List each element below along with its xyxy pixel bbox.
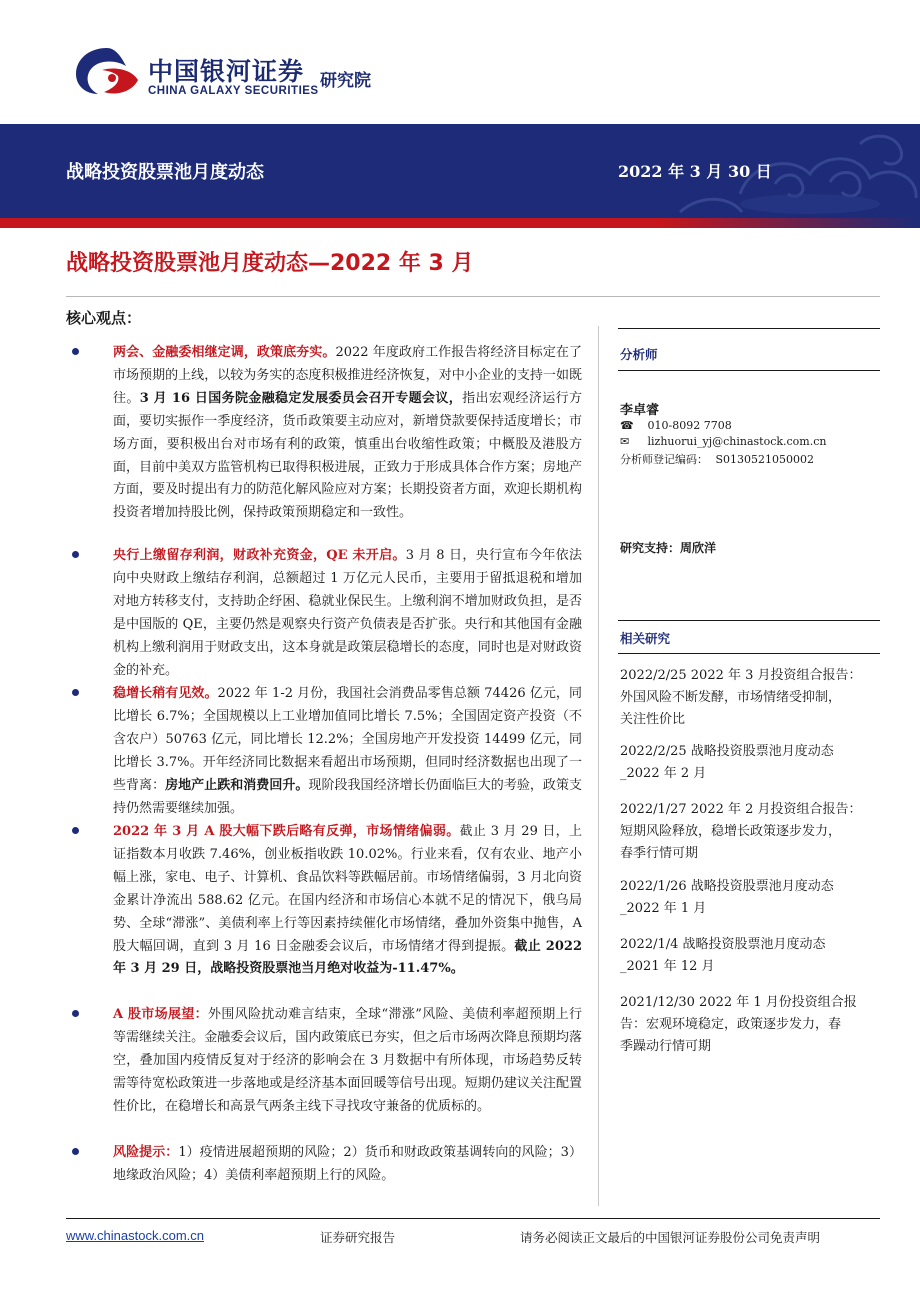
bullet-body: 截止 3 月 29 日，上证指数本月收跌 7.46%，创业板指收跌 10.02%。行业来看，仅有农业、地产小幅上涨，家电、电子、计算机、食品饮料等跌幅居前。市场情绪偏弱，3 月北向资金累计净流出 588.62 亿元。在国内经济和市场信心本就不足的情况下，俄乌局势、全球“滞涨”、美债利率上行等因素持续催化市场情绪，叠加外资集中抛售，A 股大幅回调，直到 3 月 16 日金融委会议后，市场情绪才得到提振。 (113, 824, 583, 954)
logo-chinese-name: 中国银河证券 (148, 57, 305, 86)
report-title: 战略投资股票池月度动态—2022 年 3 月 (66, 251, 474, 276)
analyst-heading: 分析师 (620, 347, 658, 362)
mail-icon: ✉ (620, 435, 630, 448)
related-report-item[interactable] (620, 934, 882, 978)
bullet-body: 2022 年 1-2 月份，我国社会消费品零售总额 74426 亿元，同比增长 6.7%；全国规模以上工业增加值同比增长 7.5%；全国固定资产投资（不含农户）50763 亿元，同比增长 12.2%；全国房地产开发投资 14499 亿元，同比增长 3.7%。开年经济同比数据来看超出市场预期，但同时经济数据也出现了一些背离： (113, 686, 582, 793)
related-report-line: _2021 年 12 月 (620, 959, 715, 974)
bullet-bold-text: 3 月 16 日国务院金融稳定发展委员会召开专题会议， (139, 390, 463, 406)
bullet-growth (66, 683, 582, 820)
core-views-label: 核心观点： (66, 309, 142, 327)
bullet-dot-icon (72, 551, 79, 558)
related-research-heading: 相关研究 (620, 631, 671, 646)
related-report-line: 2022/2/25 2022 年 3 月投资组合报告： (620, 668, 862, 683)
column-divider (598, 326, 599, 1206)
related-report-line: 春季行情可期 (620, 846, 699, 861)
bullet-policy-bottom (66, 342, 582, 525)
bullet-dot-icon (72, 1148, 79, 1155)
related-report-line: _2022 年 1 月 (620, 901, 707, 916)
bullet-body: 外围风险扰动难言结束，全球“滞涨”风险、美债利率超预期上行等需继续关注。金融委会议后，国内政策底已夯实，但之后市场两次降息预期均落空，叠加国内疫情反复对于经济的影响会在 3 月数据中有所体现，市场趋势反转需等待宽松政策进一步落地或是经济基本面回暖等信号出现。短期仍建议关注配置性价比，在稳增长和高景气两条主线下寻找攻守兼备的优质标的。 (113, 1007, 582, 1114)
bullet-body: 3 月 8 日，央行宣布今年依法向中央财政上缴结存利润，总额超过 1 万亿元人民币，主要用于留抵退税和增加对地方转移支付，支持助企纾困、稳就业保民生。上缴利润不增加财政负担，是否是中国版的 QE，主要仍然是观察央行资产负债表是否扩张。央行和其他国有金融机构上缴利润用于财政支出，这本身就是政策层稳增长的态度，同时也是对财政资金的补充。 (113, 548, 582, 678)
bullet-bold-text: 截止 2022 年 3 月 29 日，战略投资股票池当月绝对收益为-11.47%。 (113, 938, 582, 977)
bullet-body: 指出宏观经济运行方面，要切实振作一季度经济，货币政策要主动应对，新增贷款要保持适度增长；市场方面，要积极出台对市场有利的政策，慎重出台收缩性政策；中概股及港股方面，目前中美双方监管机构已取得积极进展，正致力于形成具体合作方案；房地产方面，要及时提出有力的防范化解风险应对方案；长期投资者方面，欢迎长期机构投资者增加持股比例，保持政策预期稳定和一致性。 (113, 390, 582, 521)
bullet-central-bank (66, 545, 582, 682)
sidebar-divider (618, 370, 880, 371)
bullet-text (113, 342, 582, 525)
bullet-outlook (66, 1004, 582, 1119)
bullet-a-share-market (66, 821, 582, 981)
sidebar-divider (618, 653, 880, 654)
related-report-item[interactable] (620, 799, 882, 865)
analyst-name: 李卓睿 (620, 403, 660, 418)
related-report-line: 季躁动行情可期 (620, 1039, 712, 1054)
footer-report-type: 证券研究报告 (320, 1230, 396, 1245)
related-report-line: 外国风险不断发酵，市场情绪受抑制， (620, 690, 842, 705)
logo-institute-label: 研究院 (320, 71, 371, 91)
phone-icon: ☎ (620, 419, 634, 432)
analyst-phone-row (620, 419, 732, 432)
related-report-line: _2022 年 2 月 (620, 766, 707, 781)
bullet-body: 现阶段我国经济增长仍面临巨大的考验，政策支持仍然需要继续加强。 (113, 777, 582, 816)
bullet-dot-icon (72, 1010, 79, 1017)
footer-website-link[interactable]: www.chinastock.com.cn (66, 1228, 204, 1243)
bullet-text (113, 1142, 582, 1188)
bullet-risk (66, 1142, 582, 1188)
footer-divider (66, 1218, 880, 1219)
bullet-dot-icon (72, 689, 79, 696)
registration-code: S0130521050002 (715, 453, 815, 466)
sidebar-divider (618, 620, 880, 621)
analyst-email[interactable]: lizhuorui_yj@chinastock.com.cn (647, 435, 827, 448)
logo-english-name: CHINA GALAXY SECURITIES (148, 85, 319, 97)
related-report-item[interactable] (620, 876, 882, 920)
related-report-line: 2022/2/25 战略投资股票池月度动态 (620, 744, 834, 759)
banner-accent-stripe (0, 218, 920, 228)
bullet-heading: 风险提示： (113, 1145, 179, 1160)
related-report-item[interactable] (620, 992, 882, 1058)
related-report-line: 2021/12/30 2022 年 1 月份投资组合报 (620, 995, 857, 1010)
related-report-line: 2022/1/26 战略投资股票池月度动态 (620, 879, 834, 894)
report-date: 2022 年 3 月 30 日 (618, 162, 772, 181)
registration-label: 分析师登记编码： (620, 453, 708, 466)
bullet-text (113, 545, 582, 682)
title-divider (66, 296, 880, 297)
sidebar-divider (618, 328, 880, 329)
analyst-registration-row (620, 451, 814, 467)
bullet-dot-icon (72, 348, 79, 355)
related-report-line: 告：宏观环境稳定，政策逐步发力，春 (620, 1017, 842, 1032)
bullet-text (113, 683, 582, 820)
company-logo-icon (72, 44, 142, 98)
bullet-heading: 两会、金融委相继定调，政策底夯实。 (113, 345, 336, 360)
bullet-body: 1）疫情进展超预期的风险；2）货币和财政政策基调转向的风险；3）地缘政治风险；4）美债利率超预期上行的风险。 (113, 1145, 582, 1183)
related-report-line: 2022/1/27 2022 年 2 月投资组合报告： (620, 802, 862, 817)
analyst-phone: 010-8092 7708 (647, 419, 732, 432)
related-report-line: 2022/1/4 战略投资股票池月度动态 (620, 937, 826, 952)
research-support: 研究支持：周欣洋 (620, 541, 717, 555)
bullet-text (113, 1004, 582, 1119)
bullet-heading: 2022 年 3 月 A 股大幅下跌后略有反弹，市场情绪偏弱。 (113, 824, 460, 839)
bullet-heading: 央行上缴留存利润，财政补充资金，QE 未开启。 (113, 548, 406, 563)
banner-title: 战略投资股票池月度动态 (66, 162, 264, 183)
bullet-text (113, 821, 582, 981)
bullet-heading: A 股市场展望： (113, 1007, 209, 1022)
related-report-item[interactable] (620, 665, 882, 731)
bullet-heading: 稳增长稍有见效。 (113, 686, 218, 701)
bullet-bold-text: 房地产止跌和消费回升。 (165, 777, 309, 793)
bullet-body: 2022 年度政府工作报告将经济目标定在了市场预期的上线，以较为务实的态度积极推进经济恢复，对中小企业的支持一如既往。 (113, 345, 582, 406)
related-report-item[interactable] (620, 741, 882, 785)
footer-disclaimer: 请务必阅读正文最后的中国银河证券股份公司免责声明 (520, 1230, 821, 1245)
related-report-line: 短期风险释放，稳增长政策逐步发力， (620, 824, 842, 839)
bullet-dot-icon (72, 827, 79, 834)
related-report-line: 关注性价比 (620, 712, 686, 727)
analyst-email-row (620, 435, 826, 448)
